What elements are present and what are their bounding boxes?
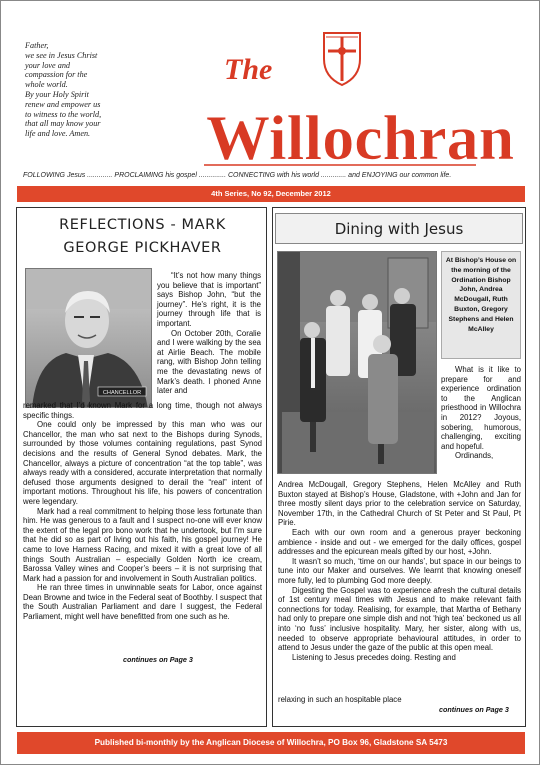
footer-banner: Published bi-monthly by the Anglican Diocese of Willochra, PO Box 96, Gladstone SA 5473 bbox=[17, 732, 525, 754]
paragraph: Listening to Jesus precedes doing. Resting and bbox=[292, 652, 456, 662]
paragraph: Each with our own room and a generous prayer beckoning ambience - inside and out - we emerged for the daily offices, gospel addresses and the epicurean meals gifted by our host, +John. bbox=[278, 527, 521, 557]
prayer-line: to witness to the world, bbox=[25, 109, 102, 119]
paragraph: remarked that I’d known Mark for a long time, though not always specific things. bbox=[23, 401, 262, 420]
article-body bbox=[278, 480, 521, 662]
article-intro bbox=[441, 365, 521, 461]
diocese-crest-icon bbox=[324, 33, 360, 85]
prayer-line: your love and bbox=[25, 60, 71, 70]
paragraph: “It’s not how many things you believe that is important” says Bishop John, “but the journey”. He’s right, it is the journey through life that is important. bbox=[157, 271, 261, 328]
paragraph: Andrea McDougall, Gregory Stephens, Helen McAlley and Ruth Buxton stayed at Bishop’s House, Gladstone, with +John and Jan for three mostly silent days prior to the celebration service on Saturday, November 17th, in the Cathedral Church of St Peter and St Paul, Pt Pirie. bbox=[278, 480, 521, 528]
paragraph: It wasn’t so much, ‘time on our hands’, but space in our beings to tune into our Maker and ourselves. We learnt that knowing oneself more fully, led to plumbing God more deeply. bbox=[278, 556, 521, 585]
tagline: FOLLOWING Jesus ............. PROCLAIMING his gospel .............. CONNECTING with his world ............. and ENJOYING our common life. bbox=[23, 172, 452, 179]
paragraph: What is it like to prepare for and experience ordination to the Anglican priesthood in Willochra in 2012? Joyous, sobering, humorous, challenging, exciting and hopeful. bbox=[441, 365, 521, 451]
paragraph: One could only be impressed by this man who was our Chancellor, the man who sat next to the Bishops during Synods, surrounded by those volumes containing regulations, past Synod decisions and the results of General Synod debates. Mark, the Chancellor, always a picture of concentration “at the top table”, was always ready with a considered, accurate interpretation that normally defused those arguments designed to derail the “real” intent of important motions. Throughout his life, his powers of concentration were legendary. bbox=[23, 420, 262, 506]
masthead bbox=[176, 29, 536, 169]
prayer-line: By your Holy Spirit bbox=[25, 89, 89, 99]
article-title: REFLECTIONS - MARK GEORGE PICKHAVER bbox=[59, 217, 226, 256]
reflections-article bbox=[16, 207, 267, 727]
prayer-line: renew and empower us bbox=[25, 99, 101, 109]
masthead-the: The bbox=[224, 53, 273, 86]
article-title: Dining with Jesus bbox=[334, 220, 464, 238]
article-body bbox=[23, 401, 262, 622]
prayer-line: that all may know your bbox=[25, 119, 101, 129]
nameplate-text: CHANCELLOR bbox=[102, 390, 142, 396]
chancellor-photo bbox=[25, 268, 152, 408]
prayer-line: compassion for the bbox=[25, 70, 88, 80]
prayer-line: whole world. bbox=[25, 80, 68, 90]
masthead-title: Willochran bbox=[206, 102, 515, 169]
ordinands-photo bbox=[277, 251, 437, 474]
paragraph-last-line: relaxing in such an hospitable place bbox=[278, 695, 402, 704]
opening-prayer bbox=[25, 41, 175, 139]
paragraph: Digesting the Gospel was to experience afresh the cultural details of 1st century meal times with Jesus and to make relevant faith connections for today. Realising, for example, that Martha of Bethany had only to prepare one simple dish and not ‘high tea’ beckoned us all into ‘no fuss’ inclusive hospitality. Mary, her sister, along with us, needed to observe appropriate behavioural attitudes, in order to attend to Jesus under the gaze of the public at this open meal. bbox=[278, 585, 521, 653]
title-box bbox=[275, 213, 523, 244]
prayer-line: life and love. Amen. bbox=[25, 129, 91, 139]
article-intro bbox=[157, 271, 261, 396]
paragraph: On October 20th, Coralie and I were walking by the sea at Airlie Beach. The mobile rang, with Bishop John telling me the devastating news of Mark’s death. I phoned Anne later and bbox=[157, 328, 261, 396]
paragraph: Mark had a real commitment to helping those less fortunate than him. He was generous to a fault and I suspect no-one will ever know the extent of the legal pro bono work that he undertook, but I’m sure that he did so as part of living out his faith, his gospel journey! He came to love Harness Racing, and mixed it with a great love of all things South Australian – especially Golden North ice cream, Barossa Valley wines and Cooper’s beers – it is not surprising that Mark had a passion for and involvement in South Australian politics. bbox=[23, 506, 262, 583]
continues-link[interactable]: continues on Page 3 bbox=[439, 705, 509, 714]
paragraph: Ordinands, bbox=[455, 451, 494, 461]
prayer-line: Father, bbox=[25, 41, 49, 50]
dining-article bbox=[272, 207, 526, 727]
photo-caption: At Bishop’s House on the morning of the Ordination Bishop John, Andrea McDougall, Ruth Buxton, Gregory Stephens and Helen McAlley bbox=[441, 251, 521, 359]
continues-link[interactable]: continues on Page 3 bbox=[123, 655, 193, 664]
series-banner: 4th Series, No 92, December 2012 bbox=[17, 186, 525, 202]
prayer-line: we see in Jesus Christ bbox=[25, 50, 98, 60]
paragraph: He ran three times in unwinnable seats for Labor, once against Dean Browne and twice in the Federal seat of Boothby. I suspect that the South Australian Parliament and dare I suggest, the Federal Parliament, might well have benefitted from one such as he. bbox=[23, 583, 262, 622]
